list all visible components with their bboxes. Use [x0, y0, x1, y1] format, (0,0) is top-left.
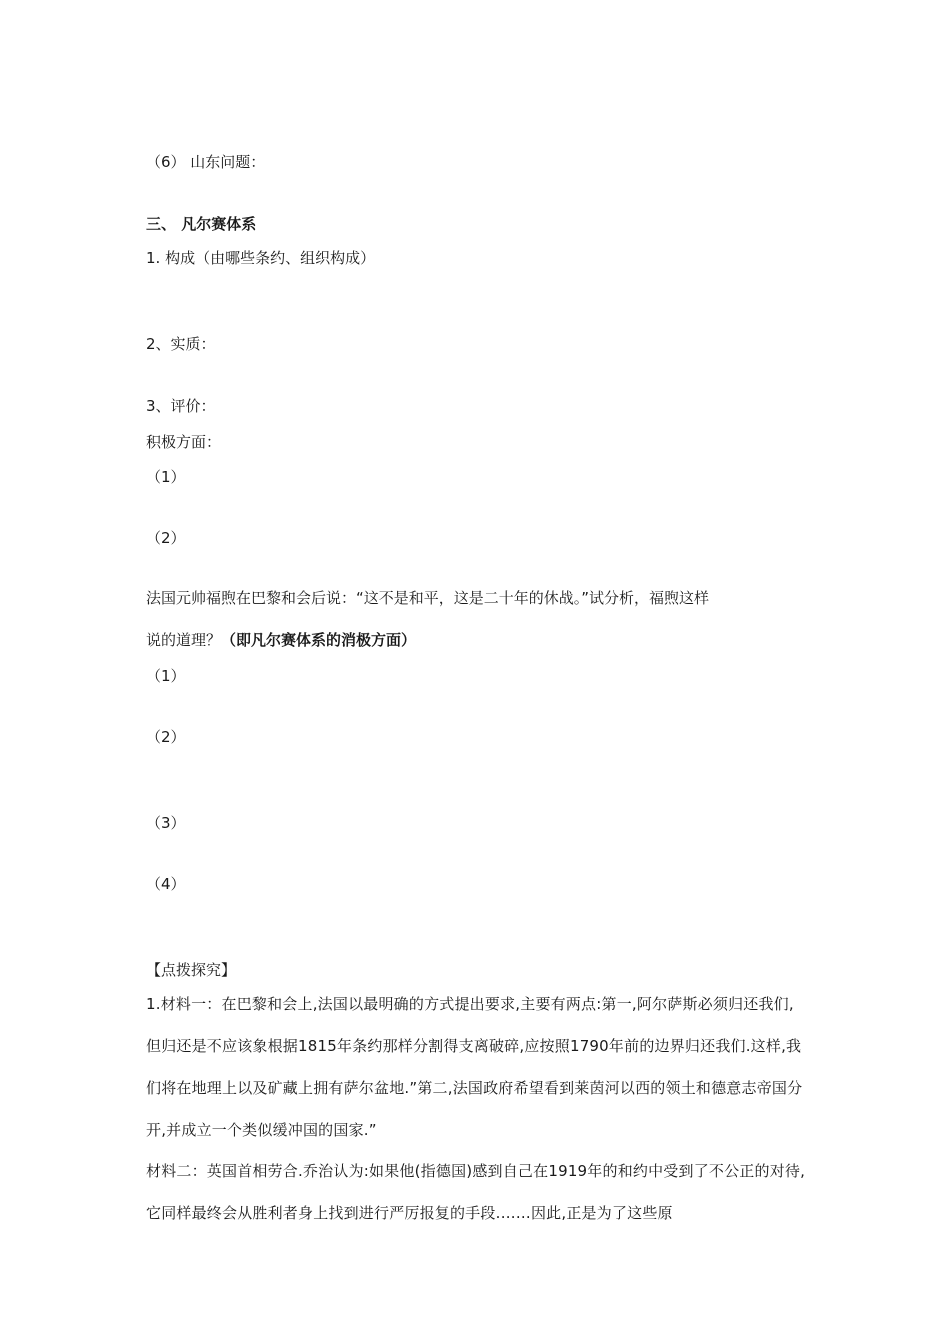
item-evaluation: 3、评价： — [146, 397, 216, 415]
material-1: 1.材料一：在巴黎和会上,法国以最明确的方式提出要求,主要有两点:第一,阿尔萨斯必须归还我们,但归还是不应该象根据1815年条约那样分割得支离破碎,应按照1790年前的边界归还我们.这样,我们将在地理上以及矿藏上拥有萨尔盆地.”第二,法国政府希望看到莱茵河以西的领土和德意志帝国分开,并成立一个类似缓冲国的国家.” — [146, 995, 803, 1139]
question-6: （6） 山东问题： — [146, 153, 266, 171]
foch-question-hint: （即凡尔赛体系的消极方面） — [221, 631, 417, 649]
foch-quote: 法国元帅福煦在巴黎和会后说：“这不是和平，这是二十年的休战。”试分析，福煦这样 — [146, 589, 710, 607]
negative-item-1: （1） — [146, 667, 186, 685]
positive-item-2: （2） — [146, 529, 186, 547]
foch-question — [146, 630, 416, 650]
positive-label: 积极方面： — [146, 433, 222, 451]
item-composition: 1. 构成（由哪些条约、组织构成） — [146, 249, 376, 267]
negative-item-2: （2） — [146, 728, 186, 746]
negative-item-4: （4） — [146, 875, 186, 893]
positive-item-1: （1） — [146, 468, 186, 486]
section-title: 三、 凡尔赛体系 — [146, 215, 257, 233]
negative-item-3: （3） — [146, 814, 186, 832]
material-2: 材料二：英国首相劳合.乔治认为:如果他(指德国)感到自己在1919年的和约中受到了不公正的对待,它同样最终会从胜利者身上找到进行严厉报复的手段.……因此,正是为了这些原 — [146, 1162, 806, 1222]
foch-question-text: 说的道理？ — [146, 631, 222, 649]
item-essence: 2、实质： — [146, 335, 216, 353]
explore-title: 【点拨探究】 — [146, 961, 237, 979]
